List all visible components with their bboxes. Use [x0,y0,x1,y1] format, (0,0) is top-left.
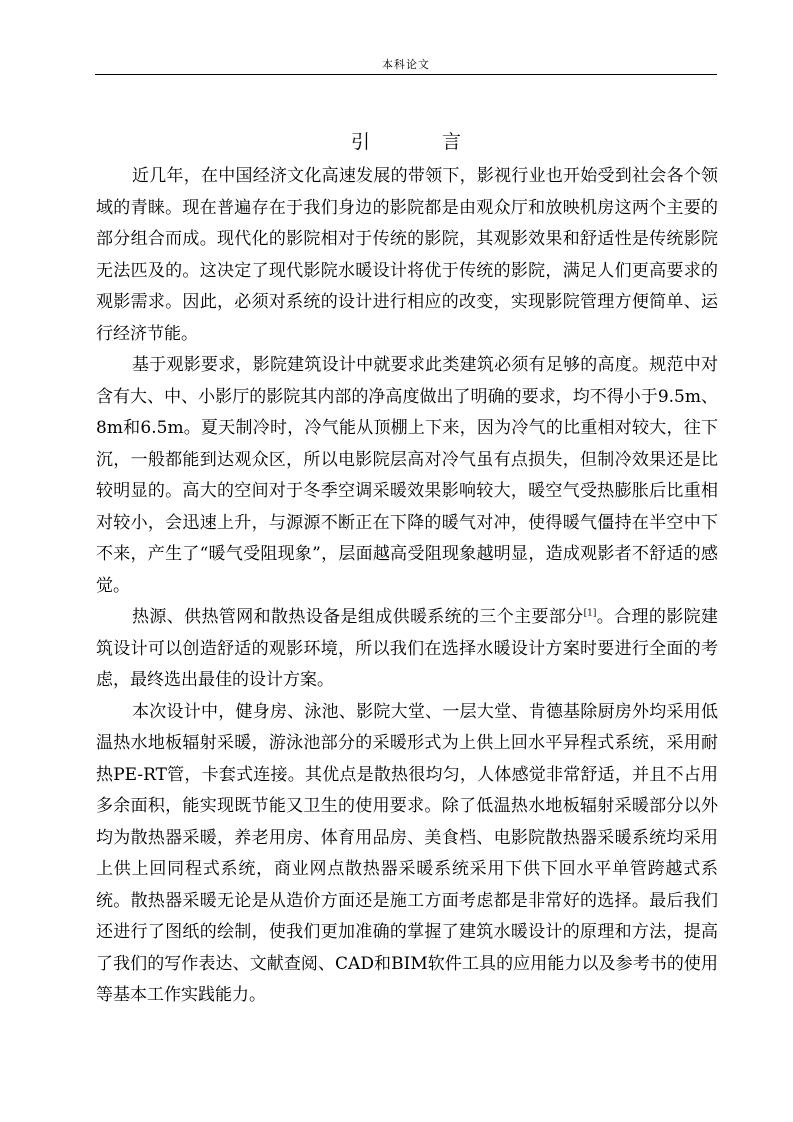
paragraph-4: 本次设计中，健身房、泳池、影院大堂、一层大堂、肯德基除厨房外均采用低温热水地板辐射采暖，游泳池部分的采暖形式为上供上回水平异程式系统，采用耐热PE-RT管，卡套式连接。其优点是散热很均匀，人体感觉非常舒适，并且不占用多余面积，能实现既节能又卫生的使用要求。除了低温热水地板辐射采暖部分以外均为散热器采暖，养老用房、体育用品房、美食档、电影院散热器采暖系统均采用上供上回同程式系统，商业网点散热器采暖系统采用下供下回水平单管跨越式系统。散热器采暖无论是从造价方面还是施工方面考虑都是非常好的选择。最后我们还进行了图纸的绘制，使我们更加准确的掌握了建筑水暖设计的原理和方法，提高了我们的写作表达、文献查阅、CAD和BIM软件工具的应用能力以及参考书的使用等基本工作实践能力。 [96,701,718,1005]
section-title: 引 言 [350,131,495,153]
paragraph-2: 基于观影要求，影院建筑设计中就要求此类建筑必须有足够的高度。规范中对含有大、中、小影厅的影院其内部的净高度做出了明确的要求，均不得小于9.5m、8m和6.5m。夏天制冷时，冷气能从顶棚上下来，因为冷气的比重相对较大，往下沉，一般都能到达观众区，所以电影院层高对冷气虽有点损失，但制冷效果还是比较明显的。高大的空间对于冬季空调采暖效果影响较大，暖空气受热膨胀后比重相对较小，会迅速上升，与源源不断正在下降的暖气对冲，使得暖气僵持在半空中下不来，产生了“暖气受阻现象”，层面越高受阻现象越明显，造成观影者不舒适的感觉。 [96,355,718,596]
paragraph-3-text-after: 。合理的影院建筑设计可以创造舒适的观影环境，所以我们在选择水暖设计方案时要进行全面的考虑，最终选出最佳的设计方案。 [96,607,719,690]
paragraph-3-text-before: 热源、供热管网和散热设备是组成供暖系统的三个主要部分 [132,607,584,627]
paragraph-1: 近几年，在中国经济文化高速发展的带领下，影视行业也开始受到社会各个领域的青睐。现在普遍存在于我们身边的影院都是由观众厅和放映机房这两个主要的部分组合而成。现代化的影院相对于传统的影院，其观影效果和舒适性是传统影院无法匹及的。这决定了现代影院水暖设计将优于传统的影院，满足人们更高要求的观影需求。因此，必须对系统的设计进行相应的改变，实现影院管理方便简单、运行经济节能。 [96,166,718,344]
citation-1: [1] [583,608,597,619]
paragraph-3 [96,602,718,697]
body-text [96,161,718,1012]
page-header [95,52,717,75]
header-text: 本科论文 [382,58,430,71]
